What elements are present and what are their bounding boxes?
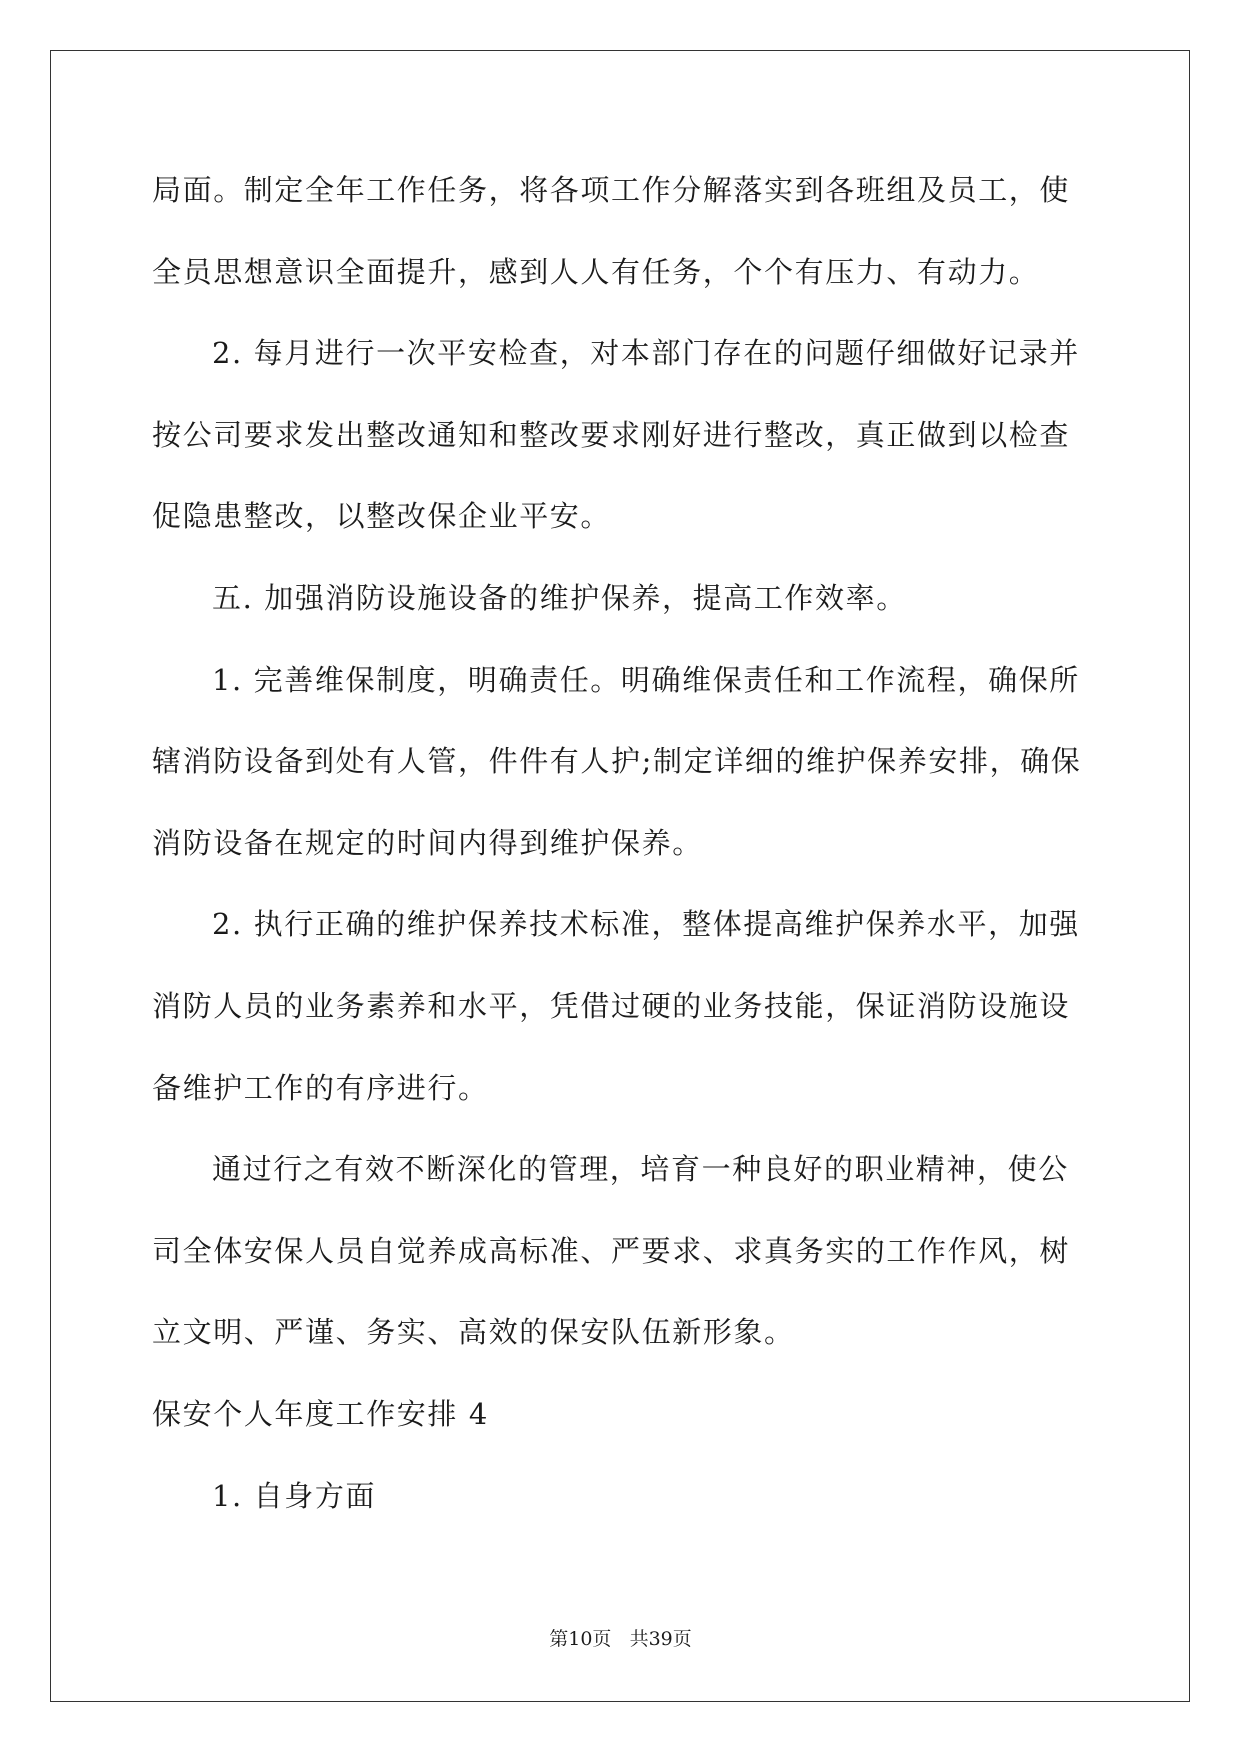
page-number: 第10页 <box>549 1628 612 1650</box>
document-heading: 保安个人年度工作安排 4 <box>152 1396 489 1431</box>
subsection-heading: 1. 自身方面 <box>212 1478 377 1513</box>
page-total: 共39页 <box>629 1628 692 1650</box>
section-heading: 五. 加强消防设施设备的维护保养，提高工作效率。 <box>212 580 907 615</box>
page-footer <box>0 1624 1241 1651</box>
paragraph-item: 2. 每月进行一次平安检查，对本部门存在的问题仔细做好记录并 <box>212 336 1080 371</box>
text-line: 全员思想意识全面提升，感到人人有任务，个个有压力、有动力。 <box>152 254 1040 289</box>
text-line: 辖消防设备到处有人管，件件有人护;制定详细的维护保养安排，确保 <box>152 744 1082 779</box>
text-line: 消防设备在规定的时间内得到维护保养。 <box>152 825 703 860</box>
text-line: 局面。制定全年工作任务，将各项工作分解落实到各班组及员工，使 <box>152 173 1071 207</box>
paragraph-item: 1. 完善维保制度，明确责任。明确维保责任和工作流程，确保所 <box>212 662 1080 697</box>
text-line: 按公司要求发出整改通知和整改要求刚好进行整改，真正做到以检查 <box>152 417 1071 452</box>
text-line: 消防人员的业务素养和水平，凭借过硬的业务技能，保证消防设施设 <box>152 988 1071 1023</box>
text-line: 促隐患整改，以整改保企业平安。 <box>152 499 612 534</box>
text-line: 立文明、严谨、务实、高效的保安队伍新形象。 <box>152 1315 795 1350</box>
document-body <box>152 160 1092 1547</box>
text-line: 备维护工作的有序进行。 <box>152 1070 489 1105</box>
text-line: 司全体安保人员自觉养成高标准、严要求、求真务实的工作作风，树 <box>152 1233 1071 1268</box>
paragraph-item: 2. 执行正确的维护保养技术标准，整体提高维护保养水平，加强 <box>212 907 1080 942</box>
paragraph-item: 通过行之有效不断深化的管理，培育一种良好的职业精神，使公 <box>212 1152 1069 1187</box>
